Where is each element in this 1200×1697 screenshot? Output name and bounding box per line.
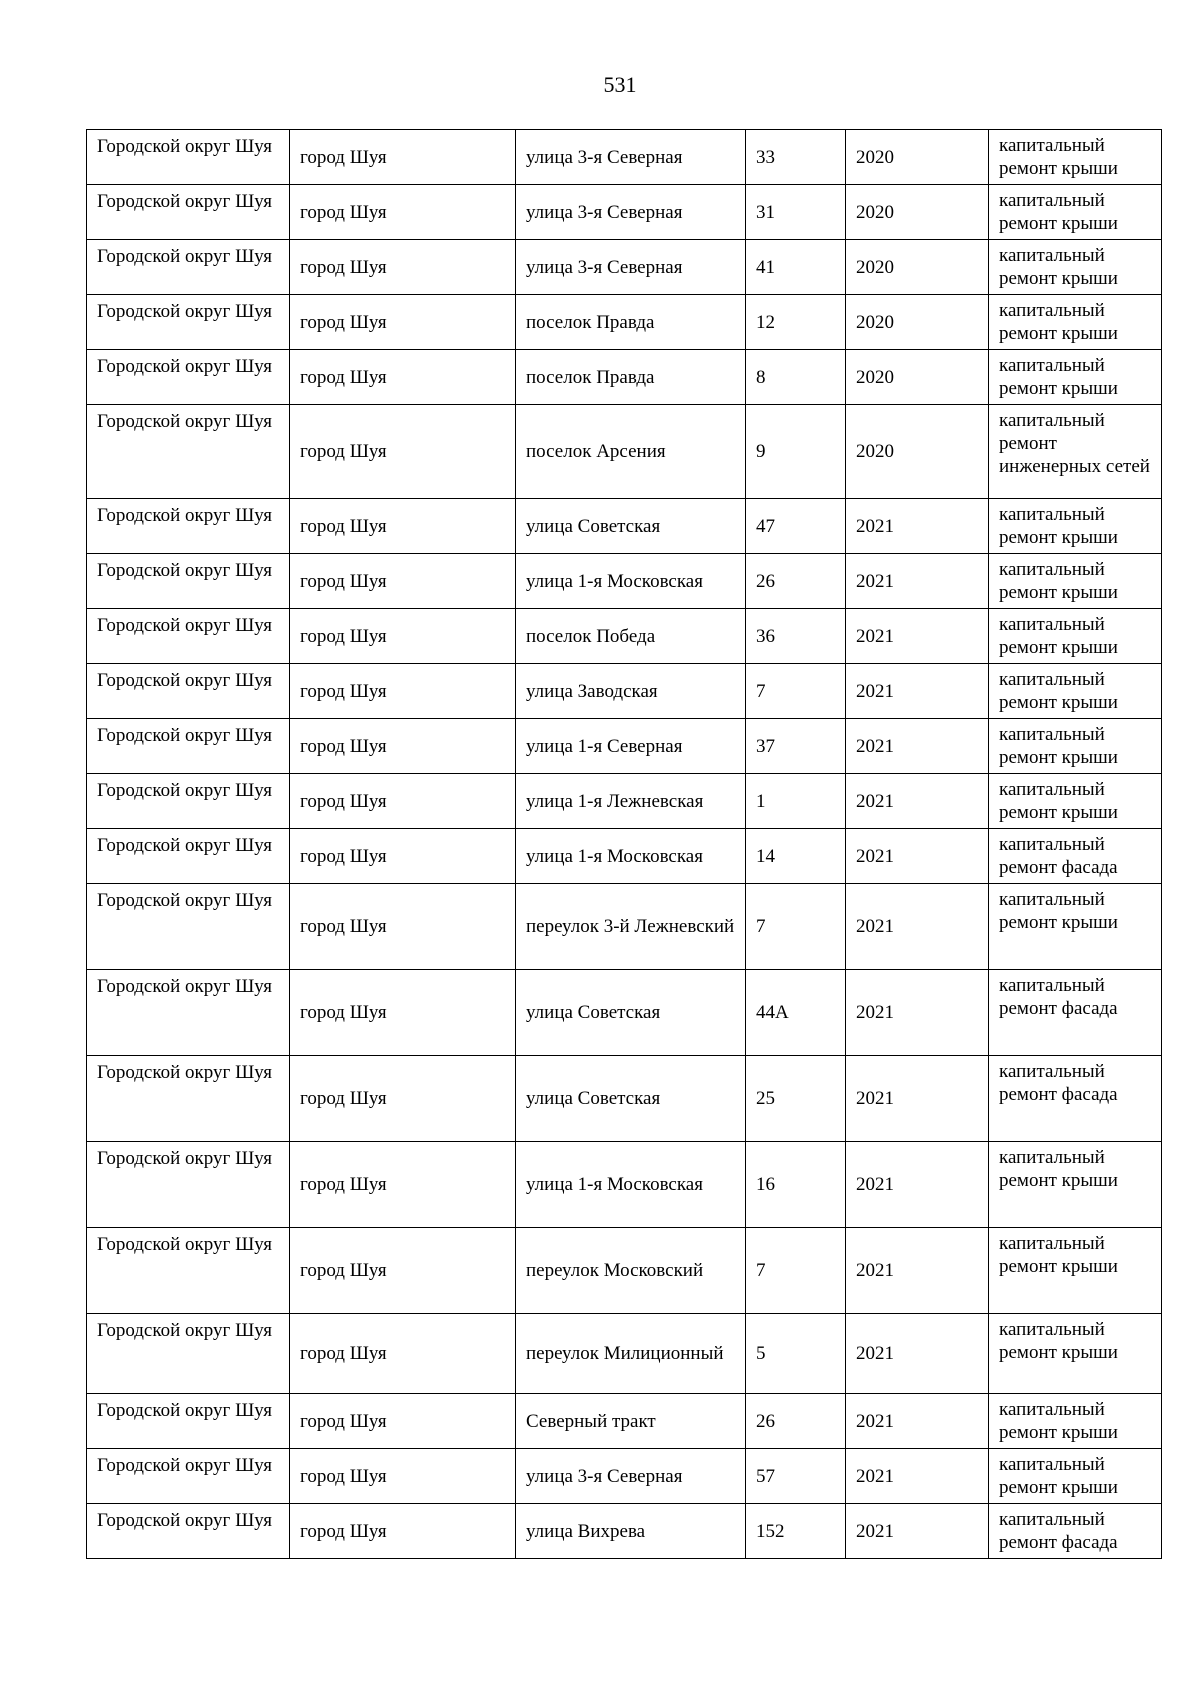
work-type-cell: капитальный ремонт крыши bbox=[989, 1449, 1162, 1504]
year-cell: 2021 bbox=[846, 1394, 989, 1449]
table-row bbox=[87, 350, 1162, 405]
table-row bbox=[87, 554, 1162, 609]
house-number-cell: 9 bbox=[746, 405, 846, 499]
work-type-cell: капитальный ремонт крыши bbox=[989, 1394, 1162, 1449]
house-number-cell: 36 bbox=[746, 609, 846, 664]
district-cell: Городской округ Шуя bbox=[87, 719, 290, 774]
work-type-cell: капитальный ремонт крыши bbox=[989, 1314, 1162, 1394]
year-cell: 2021 bbox=[846, 554, 989, 609]
house-number-cell: 26 bbox=[746, 554, 846, 609]
settlement-cell: город Шуя bbox=[290, 295, 516, 350]
district-cell: Городской округ Шуя bbox=[87, 1142, 290, 1228]
house-number-cell: 31 bbox=[746, 185, 846, 240]
table-row bbox=[87, 1142, 1162, 1228]
house-number-cell: 44А bbox=[746, 970, 846, 1056]
year-cell: 2021 bbox=[846, 829, 989, 884]
settlement-cell: город Шуя bbox=[290, 774, 516, 829]
year-cell: 2021 bbox=[846, 1056, 989, 1142]
table-row bbox=[87, 719, 1162, 774]
work-type-cell: капитальный ремонт фасада bbox=[989, 970, 1162, 1056]
street-cell: улица Советская bbox=[516, 499, 746, 554]
street-cell: переулок 3-й Лежневский bbox=[516, 884, 746, 970]
street-cell: улица 3-я Северная bbox=[516, 240, 746, 295]
settlement-cell: город Шуя bbox=[290, 1394, 516, 1449]
year-cell: 2021 bbox=[846, 884, 989, 970]
house-number-cell: 7 bbox=[746, 1228, 846, 1314]
work-type-cell: капитальный ремонт крыши bbox=[989, 130, 1162, 185]
settlement-cell: город Шуя bbox=[290, 1228, 516, 1314]
table-row bbox=[87, 884, 1162, 970]
settlement-cell: город Шуя bbox=[290, 499, 516, 554]
street-cell: Северный тракт bbox=[516, 1394, 746, 1449]
street-cell: улица 1-я Московская bbox=[516, 1142, 746, 1228]
work-type-cell: капитальный ремонт крыши bbox=[989, 664, 1162, 719]
work-type-cell: капитальный ремонт крыши bbox=[989, 350, 1162, 405]
street-cell: переулок Московский bbox=[516, 1228, 746, 1314]
house-number-cell: 8 bbox=[746, 350, 846, 405]
street-cell: улица Заводская bbox=[516, 664, 746, 719]
table-row bbox=[87, 1314, 1162, 1394]
district-cell: Городской округ Шуя bbox=[87, 499, 290, 554]
settlement-cell: город Шуя bbox=[290, 350, 516, 405]
street-cell: улица 1-я Московская bbox=[516, 554, 746, 609]
settlement-cell: город Шуя bbox=[290, 1449, 516, 1504]
settlement-cell: город Шуя bbox=[290, 1314, 516, 1394]
house-number-cell: 7 bbox=[746, 664, 846, 719]
work-type-cell: капитальный ремонт крыши bbox=[989, 554, 1162, 609]
settlement-cell: город Шуя bbox=[290, 1504, 516, 1559]
house-number-cell: 1 bbox=[746, 774, 846, 829]
district-cell: Городской округ Шуя bbox=[87, 1504, 290, 1559]
work-type-cell: капитальный ремонт крыши bbox=[989, 185, 1162, 240]
district-cell: Городской округ Шуя bbox=[87, 609, 290, 664]
table-row bbox=[87, 1449, 1162, 1504]
house-number-cell: 57 bbox=[746, 1449, 846, 1504]
district-cell: Городской округ Шуя bbox=[87, 1056, 290, 1142]
year-cell: 2020 bbox=[846, 295, 989, 350]
district-cell: Городской округ Шуя bbox=[87, 1314, 290, 1394]
work-type-cell: капитальный ремонт крыши bbox=[989, 240, 1162, 295]
street-cell: поселок Правда bbox=[516, 295, 746, 350]
year-cell: 2021 bbox=[846, 1228, 989, 1314]
table-row bbox=[87, 185, 1162, 240]
work-type-cell: капитальный ремонт крыши bbox=[989, 499, 1162, 554]
house-number-cell: 5 bbox=[746, 1314, 846, 1394]
work-type-cell: капитальный ремонт крыши bbox=[989, 719, 1162, 774]
work-type-cell: капитальный ремонт крыши bbox=[989, 884, 1162, 970]
street-cell: поселок Арсения bbox=[516, 405, 746, 499]
year-cell: 2021 bbox=[846, 664, 989, 719]
house-number-cell: 47 bbox=[746, 499, 846, 554]
table-row bbox=[87, 295, 1162, 350]
table-row bbox=[87, 970, 1162, 1056]
district-cell: Городской округ Шуя bbox=[87, 185, 290, 240]
work-type-cell: капитальный ремонт фасада bbox=[989, 1504, 1162, 1559]
house-number-cell: 33 bbox=[746, 130, 846, 185]
table-row bbox=[87, 1056, 1162, 1142]
table-row bbox=[87, 1394, 1162, 1449]
work-type-cell: капитальный ремонт фасада bbox=[989, 1056, 1162, 1142]
house-number-cell: 25 bbox=[746, 1056, 846, 1142]
work-type-cell: капитальный ремонт крыши bbox=[989, 1228, 1162, 1314]
district-cell: Городской округ Шуя bbox=[87, 829, 290, 884]
table-row bbox=[87, 1504, 1162, 1559]
year-cell: 2021 bbox=[846, 970, 989, 1056]
district-cell: Городской округ Шуя bbox=[87, 130, 290, 185]
district-cell: Городской округ Шуя bbox=[87, 774, 290, 829]
street-cell: улица Советская bbox=[516, 970, 746, 1056]
district-cell: Городской округ Шуя bbox=[87, 554, 290, 609]
street-cell: поселок Правда bbox=[516, 350, 746, 405]
street-cell: поселок Победа bbox=[516, 609, 746, 664]
work-type-cell: капитальный ремонт фасада bbox=[989, 829, 1162, 884]
street-cell: улица 3-я Северная bbox=[516, 185, 746, 240]
year-cell: 2021 bbox=[846, 1449, 989, 1504]
year-cell: 2021 bbox=[846, 1504, 989, 1559]
settlement-cell: город Шуя bbox=[290, 1142, 516, 1228]
year-cell: 2021 bbox=[846, 499, 989, 554]
district-cell: Городской округ Шуя bbox=[87, 970, 290, 1056]
house-number-cell: 41 bbox=[746, 240, 846, 295]
house-number-cell: 26 bbox=[746, 1394, 846, 1449]
page-number: 531 bbox=[603, 72, 637, 97]
work-type-cell: капитальный ремонт крыши bbox=[989, 609, 1162, 664]
district-cell: Городской округ Шуя bbox=[87, 664, 290, 719]
year-cell: 2020 bbox=[846, 240, 989, 295]
settlement-cell: город Шуя bbox=[290, 609, 516, 664]
house-number-cell: 14 bbox=[746, 829, 846, 884]
work-type-cell: капитальный ремонт инженерных сетей bbox=[989, 405, 1162, 499]
street-cell: улица 1-я Северная bbox=[516, 719, 746, 774]
year-cell: 2021 bbox=[846, 774, 989, 829]
table-row bbox=[87, 240, 1162, 295]
street-cell: улица Советская bbox=[516, 1056, 746, 1142]
district-cell: Городской округ Шуя bbox=[87, 405, 290, 499]
table-row bbox=[87, 664, 1162, 719]
table-row bbox=[87, 405, 1162, 499]
house-number-cell: 7 bbox=[746, 884, 846, 970]
house-number-cell: 12 bbox=[746, 295, 846, 350]
district-cell: Городской округ Шуя bbox=[87, 295, 290, 350]
work-type-cell: капитальный ремонт крыши bbox=[989, 295, 1162, 350]
street-cell: переулок Милиционный bbox=[516, 1314, 746, 1394]
district-cell: Городской округ Шуя bbox=[87, 350, 290, 405]
year-cell: 2021 bbox=[846, 1314, 989, 1394]
year-cell: 2021 bbox=[846, 1142, 989, 1228]
house-number-cell: 16 bbox=[746, 1142, 846, 1228]
table-row bbox=[87, 774, 1162, 829]
settlement-cell: город Шуя bbox=[290, 185, 516, 240]
house-number-cell: 37 bbox=[746, 719, 846, 774]
district-cell: Городской округ Шуя bbox=[87, 1449, 290, 1504]
street-cell: улица 1-я Московская bbox=[516, 829, 746, 884]
work-type-cell: капитальный ремонт крыши bbox=[989, 774, 1162, 829]
work-type-cell: капитальный ремонт крыши bbox=[989, 1142, 1162, 1228]
year-cell: 2021 bbox=[846, 609, 989, 664]
table-row bbox=[87, 130, 1162, 185]
settlement-cell: город Шуя bbox=[290, 130, 516, 185]
district-cell: Городской округ Шуя bbox=[87, 884, 290, 970]
settlement-cell: город Шуя bbox=[290, 1056, 516, 1142]
street-cell: улица 3-я Северная bbox=[516, 1449, 746, 1504]
settlement-cell: город Шуя bbox=[290, 554, 516, 609]
settlement-cell: город Шуя bbox=[290, 240, 516, 295]
year-cell: 2020 bbox=[846, 350, 989, 405]
repair-table bbox=[86, 129, 1162, 1559]
street-cell: улица 1-я Лежневская bbox=[516, 774, 746, 829]
district-cell: Городской округ Шуя bbox=[87, 1394, 290, 1449]
district-cell: Городской округ Шуя bbox=[87, 240, 290, 295]
year-cell: 2020 bbox=[846, 130, 989, 185]
year-cell: 2020 bbox=[846, 405, 989, 499]
house-number-cell: 152 bbox=[746, 1504, 846, 1559]
settlement-cell: город Шуя bbox=[290, 664, 516, 719]
table-row bbox=[87, 609, 1162, 664]
table-row bbox=[87, 1228, 1162, 1314]
settlement-cell: город Шуя bbox=[290, 719, 516, 774]
settlement-cell: город Шуя bbox=[290, 405, 516, 499]
district-cell: Городской округ Шуя bbox=[87, 1228, 290, 1314]
table-row bbox=[87, 829, 1162, 884]
settlement-cell: город Шуя bbox=[290, 884, 516, 970]
year-cell: 2021 bbox=[846, 719, 989, 774]
street-cell: улица 3-я Северная bbox=[516, 130, 746, 185]
settlement-cell: город Шуя bbox=[290, 829, 516, 884]
year-cell: 2020 bbox=[846, 185, 989, 240]
table-body bbox=[87, 130, 1162, 1559]
street-cell: улица Вихрева bbox=[516, 1504, 746, 1559]
settlement-cell: город Шуя bbox=[290, 970, 516, 1056]
table-row bbox=[87, 499, 1162, 554]
